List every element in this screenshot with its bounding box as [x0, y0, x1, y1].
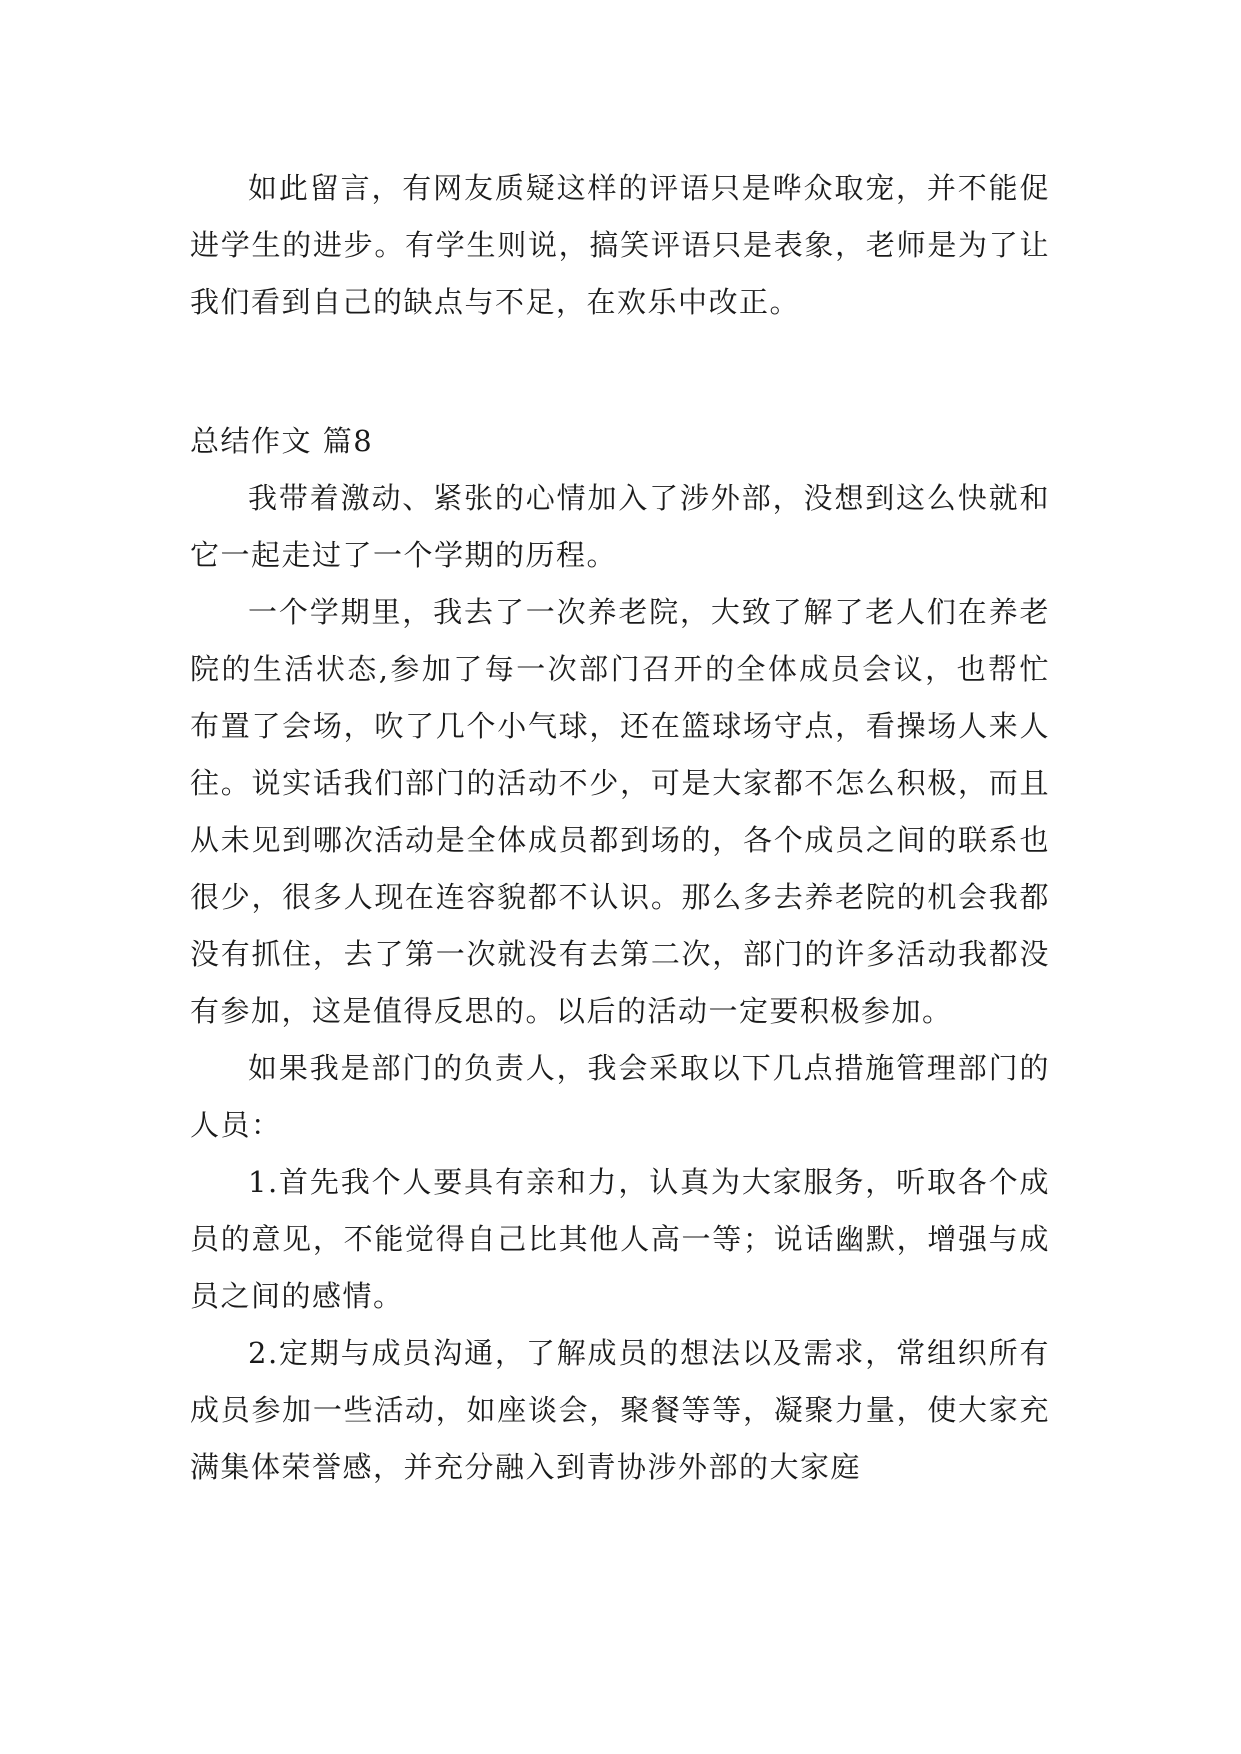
body-paragraph: 一个学期里，我去了一次养老院，大致了解了老人们在养老院的生活状态,参加了每一次部门召开的全体成员会议，也帮忙布置了会场，吹了几个小气球，还在篮球场守点，看操场人来人往。说实话我们部门的活动不少，可是大家都不怎么积极，而且从未见到哪次活动是全体成员都到场的，各个成员之间的联系也很少，很多人现在连容貌都不认识。那么多去养老院的机会我都没有抓住，去了第一次就没有去第二次，部门的许多活动我都没有参加，这是值得反思的。以后的活动一定要积极参加。 [190, 595, 1050, 1028]
section-spacer [190, 331, 1050, 413]
document-page [190, 160, 1050, 1496]
section-heading: 总结作文 篇8 [190, 424, 374, 458]
list-item-paragraph: 1.首先我个人要具有亲和力，认真为大家服务，听取各个成员的意见，不能觉得自己比其他人高一等；说话幽默，增强与成员之间的感情。 [190, 1165, 1050, 1313]
intro-paragraph: 如此留言，有网友质疑这样的评语只是哗众取宠，并不能促进学生的进步。有学生则说，搞笑评语只是表象，老师是为了让我们看到自己的缺点与不足，在欢乐中改正。 [190, 171, 1050, 319]
body-paragraph: 如果我是部门的负责人，我会采取以下几点措施管理部门的人员： [190, 1051, 1050, 1142]
list-item-paragraph: 2.定期与成员沟通，了解成员的想法以及需求，常组织所有成员参加一些活动，如座谈会，聚餐等等，凝聚力量，使大家充满集体荣誉感，并充分融入到青协涉外部的大家庭 [190, 1336, 1050, 1484]
body-paragraph: 我带着激动、紧张的心情加入了涉外部，没想到这么快就和它一起走过了一个学期的历程。 [190, 481, 1050, 572]
